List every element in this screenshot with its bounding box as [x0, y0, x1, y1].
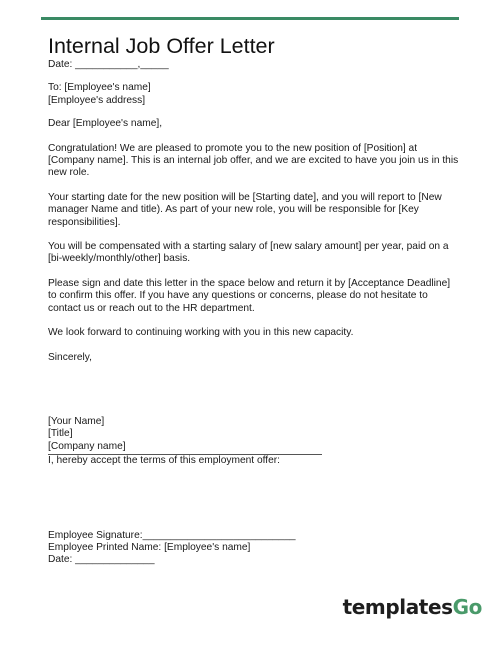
paragraph-compensation: You will be compensated with a starting salary of [new salary amount] per year, paid on a [bi-weekly/monthly/other] basis. [48, 241, 449, 265]
signer-title: [Title] [48, 428, 73, 440]
salutation: Dear [Employee's name], [48, 118, 163, 130]
closing: Sincerely, [48, 351, 92, 363]
date-line: Date: ___________,_____ [48, 59, 169, 70]
paragraph-promotion: Congratulation! We are pleased to promote you to the new position of [Position] at [Company name]. This is an internal job offer, and we are excited to have you join us in this new role. [48, 142, 459, 179]
recipient-line: To: [Employee's name] [48, 82, 151, 94]
paragraph-acceptance-instructions: Please sign and date this letter in the space below and return it by [Acceptance Deadline] to confirm this offer. If you have any questions or concerns, please do not hesitate to contact us or reach out to the HR department. [48, 277, 451, 314]
templatesgo-logo [343, 595, 482, 619]
logo-text-templates: templates [342, 595, 453, 619]
recipient-address: [Employee's address] [48, 94, 146, 106]
signer-company: [Company name] [48, 440, 126, 452]
logo-text-go: Go [452, 595, 482, 619]
employee-date-line: Date: ______________ [48, 554, 155, 566]
employee-printed-name: Employee Printed Name: [Employee's name] [48, 541, 251, 553]
paragraph-closing-remark: We look forward to continuing working with you in this new capacity. [48, 327, 354, 339]
acceptance-statement: I, hereby accept the terms of this employment offer: [48, 455, 280, 467]
letter-body [48, 33, 460, 567]
paragraph-start-date: Your starting date for the new position will be [Starting date], and you will report to [New manager Name and title). As part of your new role, you will be responsible for [Key responsibilities]. [48, 191, 442, 228]
signer-name: [Your Name] [48, 415, 105, 427]
letter-title: Internal Job Offer Letter [48, 34, 275, 58]
employee-signature-line: Employee Signature:___________________________ [48, 529, 296, 541]
header-accent-rule [41, 17, 459, 20]
